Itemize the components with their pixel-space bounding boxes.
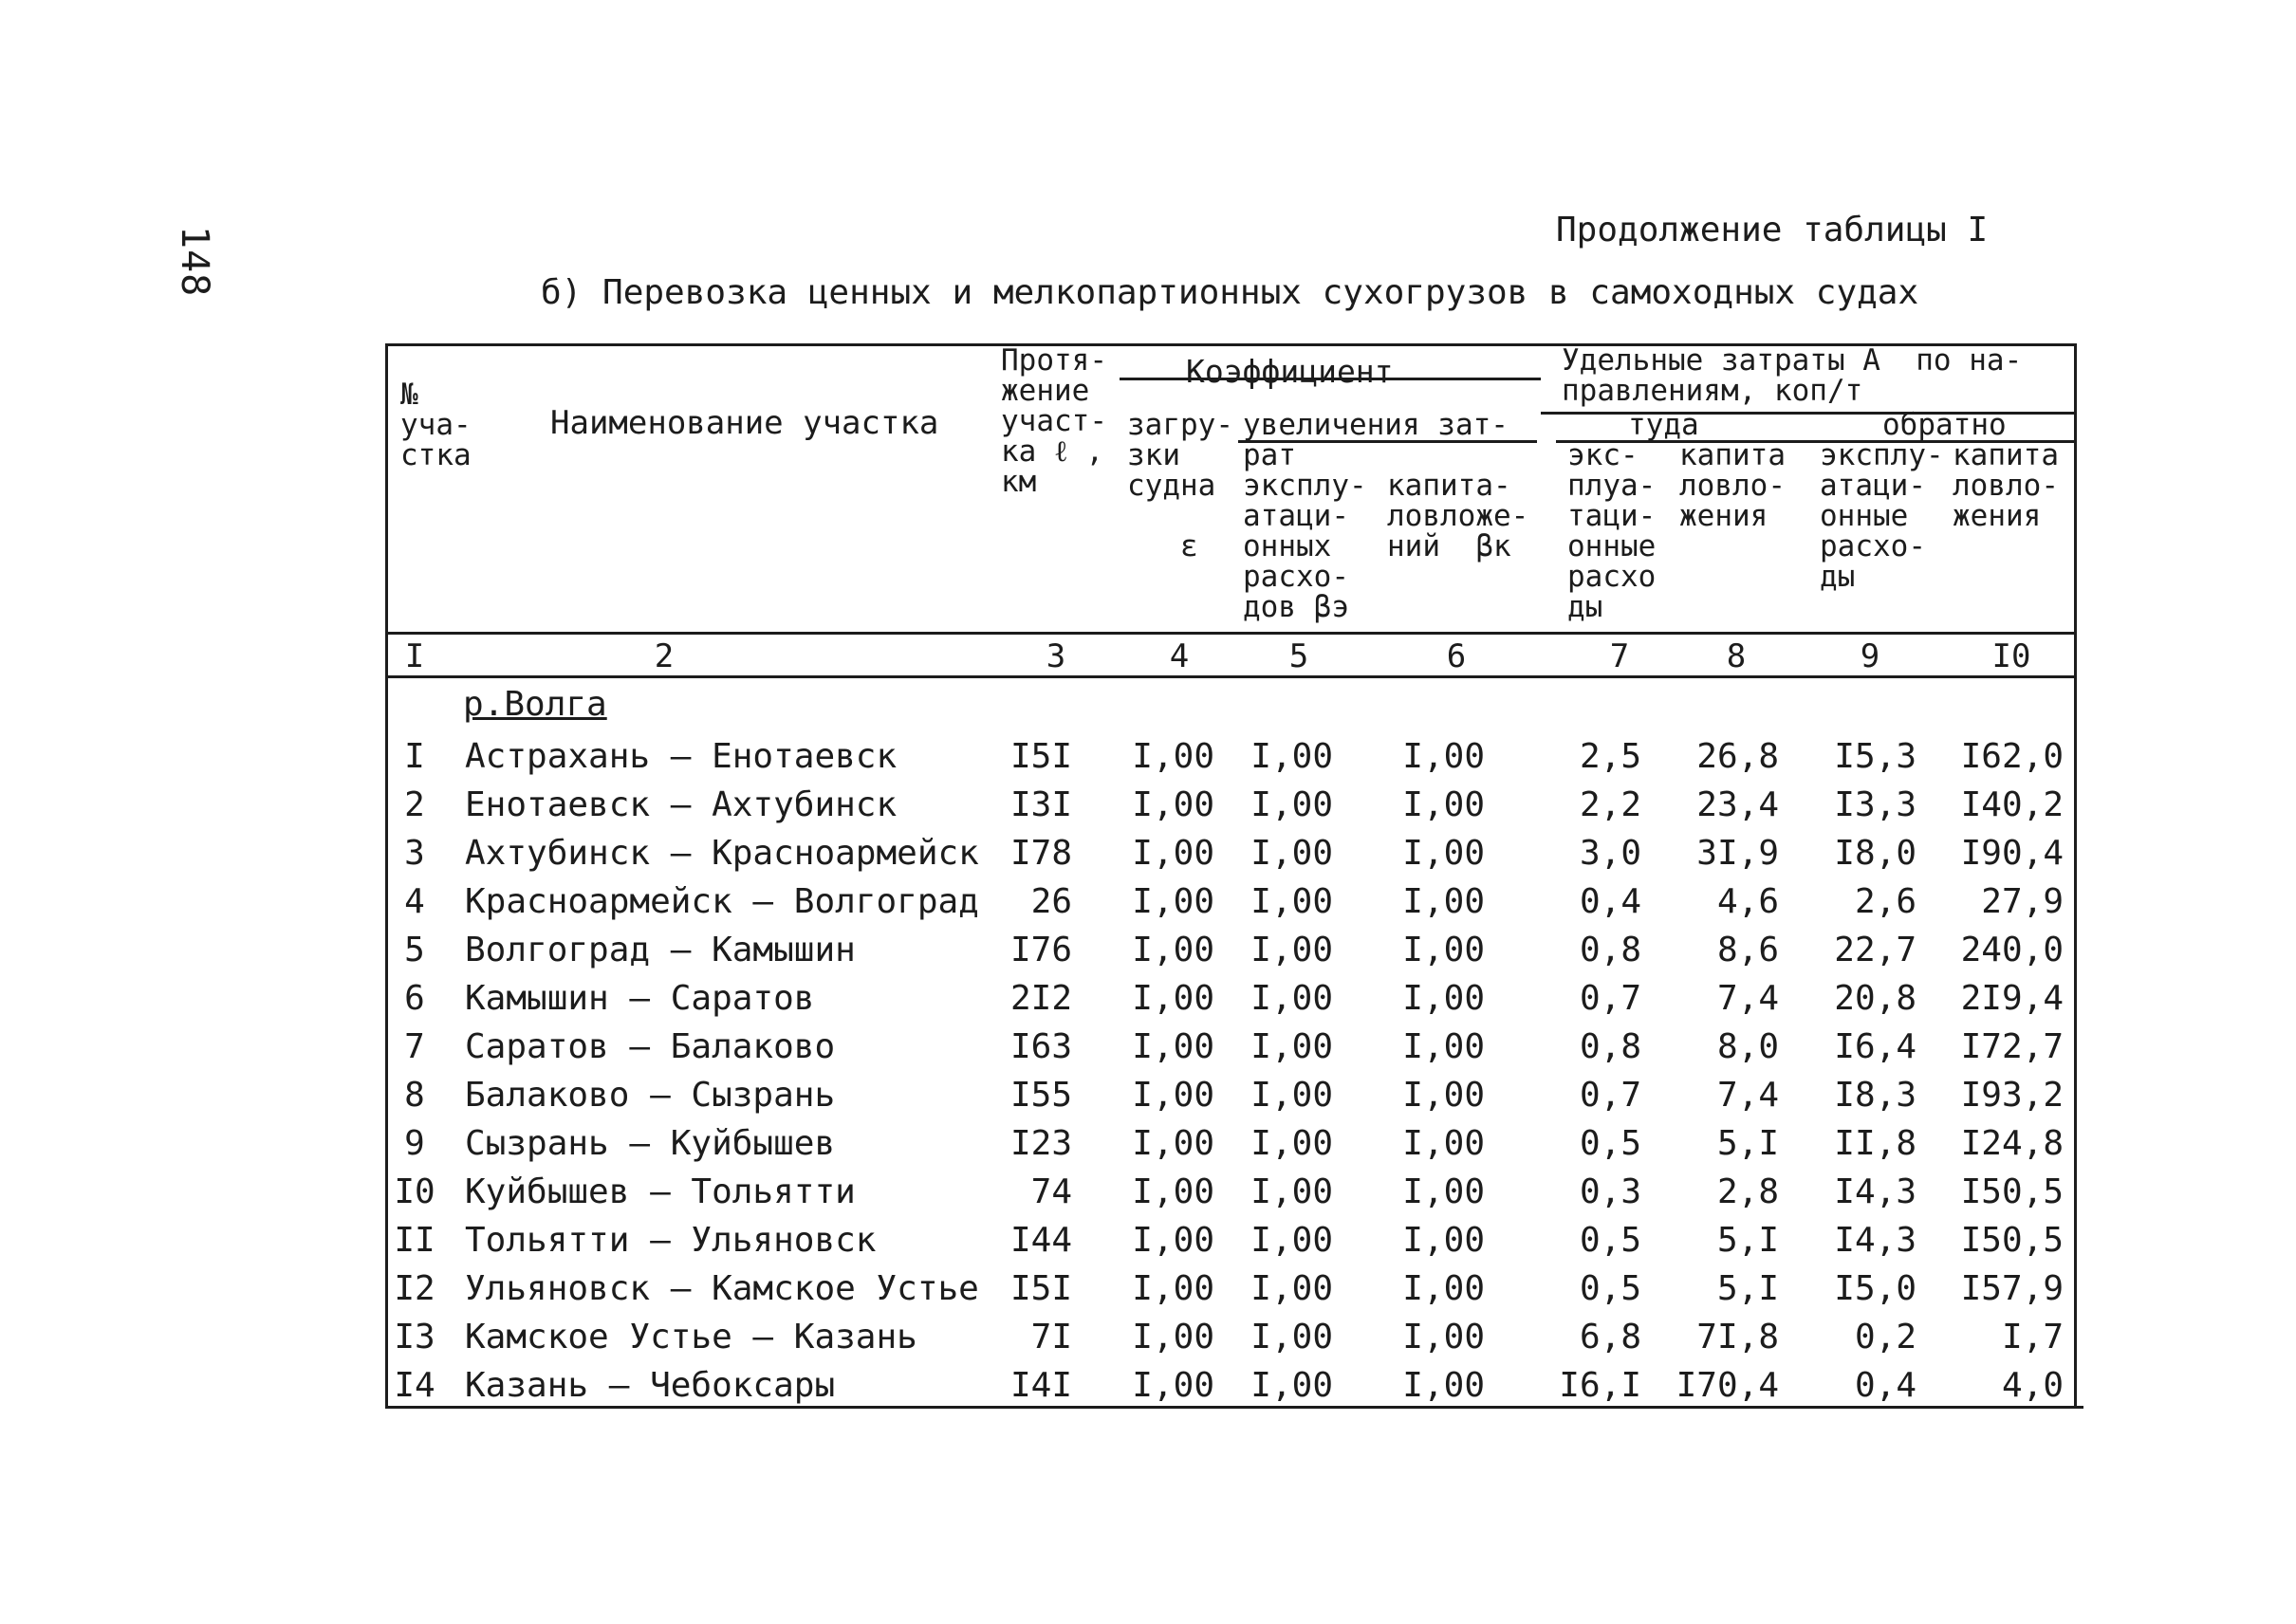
section-length: I78 [1009,834,1072,873]
load-coefficient: I,00 [1132,1172,1214,1211]
section-number: 3 [404,834,425,873]
to-capital-cost: 8,0 [1716,1027,1779,1066]
to-operating-cost: I6,I [1559,1366,1641,1405]
to-operating-cost: 0,4 [1579,882,1641,921]
section-length: I5I [1009,737,1072,776]
back-operating-cost: II,8 [1834,1124,1916,1163]
capital-increase: I,00 [1402,1172,1485,1211]
to-operating-cost: 0,3 [1579,1172,1641,1211]
to-operating-cost: 2,2 [1579,785,1641,824]
load-coefficient: I,00 [1132,1124,1214,1163]
back-operating-cost: 0,4 [1854,1366,1916,1405]
section-name: Енотаевск – Ахтубинск [465,785,898,824]
header-col1: № уча- стка [400,378,472,472]
column-number: 3 [1046,637,1066,675]
load-coefficient: I,00 [1132,1221,1214,1260]
load-coefficient: I,00 [1132,737,1214,776]
back-capital-cost: I62,0 [1960,737,2064,776]
header-col5: эксплу- атаци- онных расхо- дов βэ [1243,469,1367,624]
table-row [0,974,2296,1023]
section-name: Красноармейск – Волгоград [465,882,979,921]
column-number: I [404,637,425,675]
section-name: Астрахань – Енотаевск [465,737,898,776]
back-operating-cost: I5,3 [1834,737,1916,776]
operating-increase: I,00 [1250,1124,1333,1163]
page-number: 148 [173,226,216,298]
section-length: 26 [1030,882,1072,921]
table-row [0,1119,2296,1168]
capital-increase: I,00 [1402,834,1485,873]
section-number: I4 [394,1366,435,1405]
column-number: 2 [654,637,675,675]
back-capital-cost: I90,4 [1960,834,2064,873]
back-operating-cost: 20,8 [1834,979,1916,1018]
operating-increase: I,00 [1250,979,1333,1018]
to-capital-cost: 7,4 [1716,1076,1779,1115]
operating-increase: I,00 [1250,785,1333,824]
header-col3: Протя- жение участ- ка ℓ , км [1001,343,1107,499]
header-direction-to: туда [1628,408,1699,442]
header-bottom-rule [385,632,2076,635]
header-col10: капита ловло- жения [1953,438,2059,533]
section-length: I4I [1009,1366,1072,1405]
back-operating-cost: 2,6 [1854,882,1916,921]
capital-increase: I,00 [1402,931,1485,969]
column-number: 5 [1288,637,1309,675]
load-coefficient: I,00 [1132,1076,1214,1115]
header-col8: капита ловло- жения [1679,438,1786,533]
operating-increase: I,00 [1250,1027,1333,1066]
table-row [0,1168,2296,1216]
load-coefficient: I,00 [1132,1366,1214,1405]
section-length: 74 [1030,1172,1072,1211]
capital-increase: I,00 [1402,737,1485,776]
operating-increase: I,00 [1250,1221,1333,1260]
to-capital-cost: 5,I [1716,1269,1779,1308]
continuation-label: Продолжение таблицы I [1556,211,1989,249]
header-col9: эксплу- атаци- онные расхо- ды [1820,438,1944,594]
header-col7: экс- плуа- таци- онные расхо ды [1567,438,1657,624]
section-name: Балаково – Сызрань [465,1076,836,1115]
capital-increase: I,00 [1402,1269,1485,1308]
to-capital-cost: 7,4 [1716,979,1779,1018]
column-number: 4 [1169,637,1190,675]
to-capital-cost: 5,I [1716,1124,1779,1163]
river-heading: р.Волга [463,685,607,724]
table-row [0,1264,2296,1313]
section-number: I2 [394,1269,435,1308]
section-length: I76 [1009,931,1072,969]
capital-increase: I,00 [1402,1318,1485,1356]
header-direction-back: обратно [1882,408,2007,442]
operating-increase: I,00 [1250,1172,1333,1211]
header-col4: загру- зки судна ε [1127,408,1233,563]
operating-increase: I,00 [1250,882,1333,921]
operating-increase: I,00 [1250,1076,1333,1115]
to-capital-cost: 23,4 [1696,785,1779,824]
section-name: Волгоград – Камышин [465,931,856,969]
section-number: II [394,1221,435,1260]
back-operating-cost: I4,3 [1834,1172,1916,1211]
load-coefficient: I,00 [1132,979,1214,1018]
load-coefficient: I,00 [1132,931,1214,969]
to-operating-cost: 6,8 [1579,1318,1641,1356]
table-row [0,926,2296,974]
to-operating-cost: 0,7 [1579,979,1641,1018]
to-operating-cost: 3,0 [1579,834,1641,873]
to-capital-cost: 4,6 [1716,882,1779,921]
header-specific-costs: Удельные затраты A по на- правлениям, коп/т [1562,343,2023,408]
operating-increase: I,00 [1250,834,1333,873]
section-number: 6 [404,979,425,1018]
back-capital-cost: I40,2 [1960,785,2064,824]
section-name: Казань – Чебоксары [465,1366,836,1405]
section-name: Сызрань – Куйбышев [465,1124,836,1163]
operating-increase: I,00 [1250,1366,1333,1405]
to-operating-cost: 0,5 [1579,1124,1641,1163]
back-operating-cost: I8,0 [1834,834,1916,873]
operating-increase: I,00 [1250,737,1333,776]
back-operating-cost: I6,4 [1834,1027,1916,1066]
back-capital-cost: 2I9,4 [1960,979,2064,1018]
back-operating-cost: I5,0 [1834,1269,1916,1308]
back-capital-cost: I72,7 [1960,1027,2064,1066]
section-length: I3I [1009,785,1072,824]
column-number: 7 [1609,637,1630,675]
section-number: 2 [404,785,425,824]
to-operating-cost: 2,5 [1579,737,1641,776]
back-operating-cost: 22,7 [1834,931,1916,969]
section-name: Куйбышев – Тольятти [465,1172,856,1211]
back-operating-cost: I3,3 [1834,785,1916,824]
table-row [0,1071,2296,1119]
to-capital-cost: 2,8 [1716,1172,1779,1211]
load-coefficient: I,00 [1132,785,1214,824]
header-col2: Наименование участка [550,404,939,442]
section-number: 7 [404,1027,425,1066]
column-number: 8 [1726,637,1747,675]
table-row [0,1361,2296,1410]
back-operating-cost: 0,2 [1854,1318,1916,1356]
load-coefficient: I,00 [1132,834,1214,873]
back-capital-cost: I50,5 [1960,1221,2064,1260]
table-row [0,829,2296,877]
table-title: б) Перевозка ценных и мелкопартионных сухогрузов в самоходных судах [541,273,1919,312]
back-capital-cost: 240,0 [1960,931,2064,969]
to-operating-cost: 0,5 [1579,1221,1641,1260]
section-number: I3 [394,1318,435,1356]
table-row [0,1313,2296,1361]
capital-increase: I,00 [1402,882,1485,921]
to-capital-cost: 8,6 [1716,931,1779,969]
section-number: I [404,737,425,776]
load-coefficient: I,00 [1132,1269,1214,1308]
to-capital-cost: I70,4 [1676,1366,1779,1405]
header-col6: капита- ловложе- ний βк [1387,469,1529,563]
to-capital-cost: 3I,9 [1696,834,1779,873]
capital-increase: I,00 [1402,979,1485,1018]
section-name: Саратов – Балаково [465,1027,836,1066]
section-name: Камышин – Саратов [465,979,815,1018]
table-row [0,877,2296,926]
capital-increase: I,00 [1402,1124,1485,1163]
to-operating-cost: 0,8 [1579,931,1641,969]
column-number: I0 [1991,637,2031,675]
load-coefficient: I,00 [1132,1318,1214,1356]
column-number: 6 [1446,637,1467,675]
capital-increase: I,00 [1402,1366,1485,1405]
table-row [0,732,2296,781]
to-operating-cost: 0,7 [1579,1076,1641,1115]
operating-increase: I,00 [1250,1269,1333,1308]
load-coefficient: I,00 [1132,1027,1214,1066]
header-coefficient: Коэффициент [1186,353,1394,390]
section-number: I0 [394,1172,435,1211]
capital-increase: I,00 [1402,1027,1485,1066]
to-capital-cost: 7I,8 [1696,1318,1779,1356]
to-operating-cost: 0,5 [1579,1269,1641,1308]
back-capital-cost: I24,8 [1960,1124,2064,1163]
header-increase: увеличения зат- рат [1243,408,1509,472]
column-number: 9 [1860,637,1880,675]
capital-increase: I,00 [1402,1076,1485,1115]
section-number: 8 [404,1076,425,1115]
section-name: Ульяновск – Камское Устье [465,1269,979,1308]
load-coefficient: I,00 [1132,882,1214,921]
to-capital-cost: 5,I [1716,1221,1779,1260]
back-capital-cost: I50,5 [1960,1172,2064,1211]
section-length: 7I [1030,1318,1072,1356]
back-capital-cost: I,7 [2001,1318,2064,1356]
capital-increase: I,00 [1402,1221,1485,1260]
section-length: I63 [1009,1027,1072,1066]
section-name: Камское Устье – Казань [465,1318,917,1356]
section-number: 4 [404,882,425,921]
section-length: I5I [1009,1269,1072,1308]
section-number: 5 [404,931,425,969]
section-number: 9 [404,1124,425,1163]
operating-increase: I,00 [1250,1318,1333,1356]
back-operating-cost: I4,3 [1834,1221,1916,1260]
back-capital-cost: 4,0 [2001,1366,2064,1405]
table-row [0,781,2296,829]
to-capital-cost: 26,8 [1696,737,1779,776]
back-capital-cost: I57,9 [1960,1269,2064,1308]
to-operating-cost: 0,8 [1579,1027,1641,1066]
numbers-bottom-rule [385,675,2076,678]
section-length: I55 [1009,1076,1072,1115]
section-length: I44 [1009,1221,1072,1260]
section-name: Тольятти – Ульяновск [465,1221,877,1260]
back-capital-cost: 27,9 [1981,882,2064,921]
table-row [0,1023,2296,1071]
section-length: I23 [1009,1124,1072,1163]
capital-increase: I,00 [1402,785,1485,824]
back-operating-cost: I8,3 [1834,1076,1916,1115]
table-row [0,1216,2296,1264]
section-length: 2I2 [1009,979,1072,1018]
operating-increase: I,00 [1250,931,1333,969]
section-name: Ахтубинск – Красноармейск [465,834,979,873]
back-capital-cost: I93,2 [1960,1076,2064,1115]
